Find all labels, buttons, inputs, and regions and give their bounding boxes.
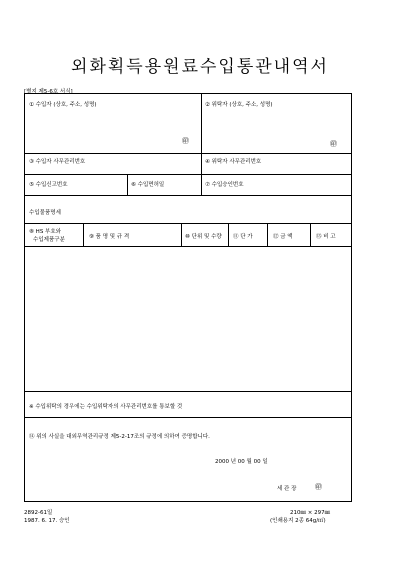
column-amount: ⑫ 금 액 <box>273 234 293 240</box>
import-declaration-number-label: ⑤ 수입신고번호 <box>29 182 68 188</box>
customs-chief-signature: 세 관 장 <box>277 486 297 492</box>
form-number-label: [별지 제5-6호 서식] <box>24 89 73 95</box>
document-title: 외화획득용원료수입통관내역서 <box>71 57 329 77</box>
column-product-type: 수입제품구분 <box>33 237 65 243</box>
form-divider <box>181 223 182 246</box>
consignor-office-number-label: ④ 위탁자 사무관리번호 <box>205 159 262 165</box>
consignment-note: ※ 수입위탁의 경우에는 수입위탁자의 사무관리번호를 통보할 것 <box>29 404 183 410</box>
consignor-seal-mark: ㊞ <box>330 140 337 148</box>
form-divider <box>25 417 351 418</box>
form-box <box>24 93 352 502</box>
column-unit-quantity: ⑩ 단위 및 수량 <box>185 234 222 240</box>
column-unit-price: ⑪ 단 가 <box>233 234 253 240</box>
column-item-spec: ⑨ 품 명 및 규 격 <box>89 234 130 240</box>
footer-paper-size: 210㎜ × 297㎜ <box>290 510 331 516</box>
customs-seal-mark: ㊞ <box>315 483 322 491</box>
form-divider <box>267 223 268 246</box>
form-divider <box>228 223 229 246</box>
importer-label: ① 수입자 (상호, 주소, 성명) <box>29 102 97 108</box>
footer-form-code: 2892-61일 <box>24 510 53 516</box>
form-divider <box>25 174 351 175</box>
form-divider <box>201 94 202 195</box>
form-divider <box>25 246 351 247</box>
import-license-date-label: ⑥ 수입면허일 <box>131 182 165 188</box>
issue-date: 2000 년 00 월 00 일 <box>215 459 268 465</box>
form-divider <box>25 391 351 392</box>
column-hs-code: ⑧ HS 부호와 <box>29 229 61 235</box>
consignor-label: ② 위탁자 (상호, 주소, 성명) <box>205 102 273 108</box>
certification-statement: ⑭ 위의 사실을 대외무역관리규정 제5-2-17조의 규정에 의하여 증명합니다. <box>29 434 210 440</box>
import-goods-header: 수입물품명세 <box>29 210 61 216</box>
form-divider <box>83 223 84 246</box>
importer-office-number-label: ③ 수입자 사무관리번호 <box>29 159 86 165</box>
form-divider <box>310 223 311 246</box>
footer-paper-spec: (인쇄용지 2종 64g/㎡) <box>270 518 326 524</box>
importer-seal-mark: ㊞ <box>182 137 189 145</box>
form-divider <box>127 174 128 195</box>
form-divider <box>25 223 351 224</box>
import-approval-number-label: ⑦ 수입승인번호 <box>205 182 244 188</box>
form-divider <box>25 153 351 154</box>
form-divider <box>25 195 351 196</box>
column-remarks: ⑬ 비 고 <box>316 234 336 240</box>
footer-approval-date: 1987. 6. 17. 승인 <box>24 518 70 524</box>
